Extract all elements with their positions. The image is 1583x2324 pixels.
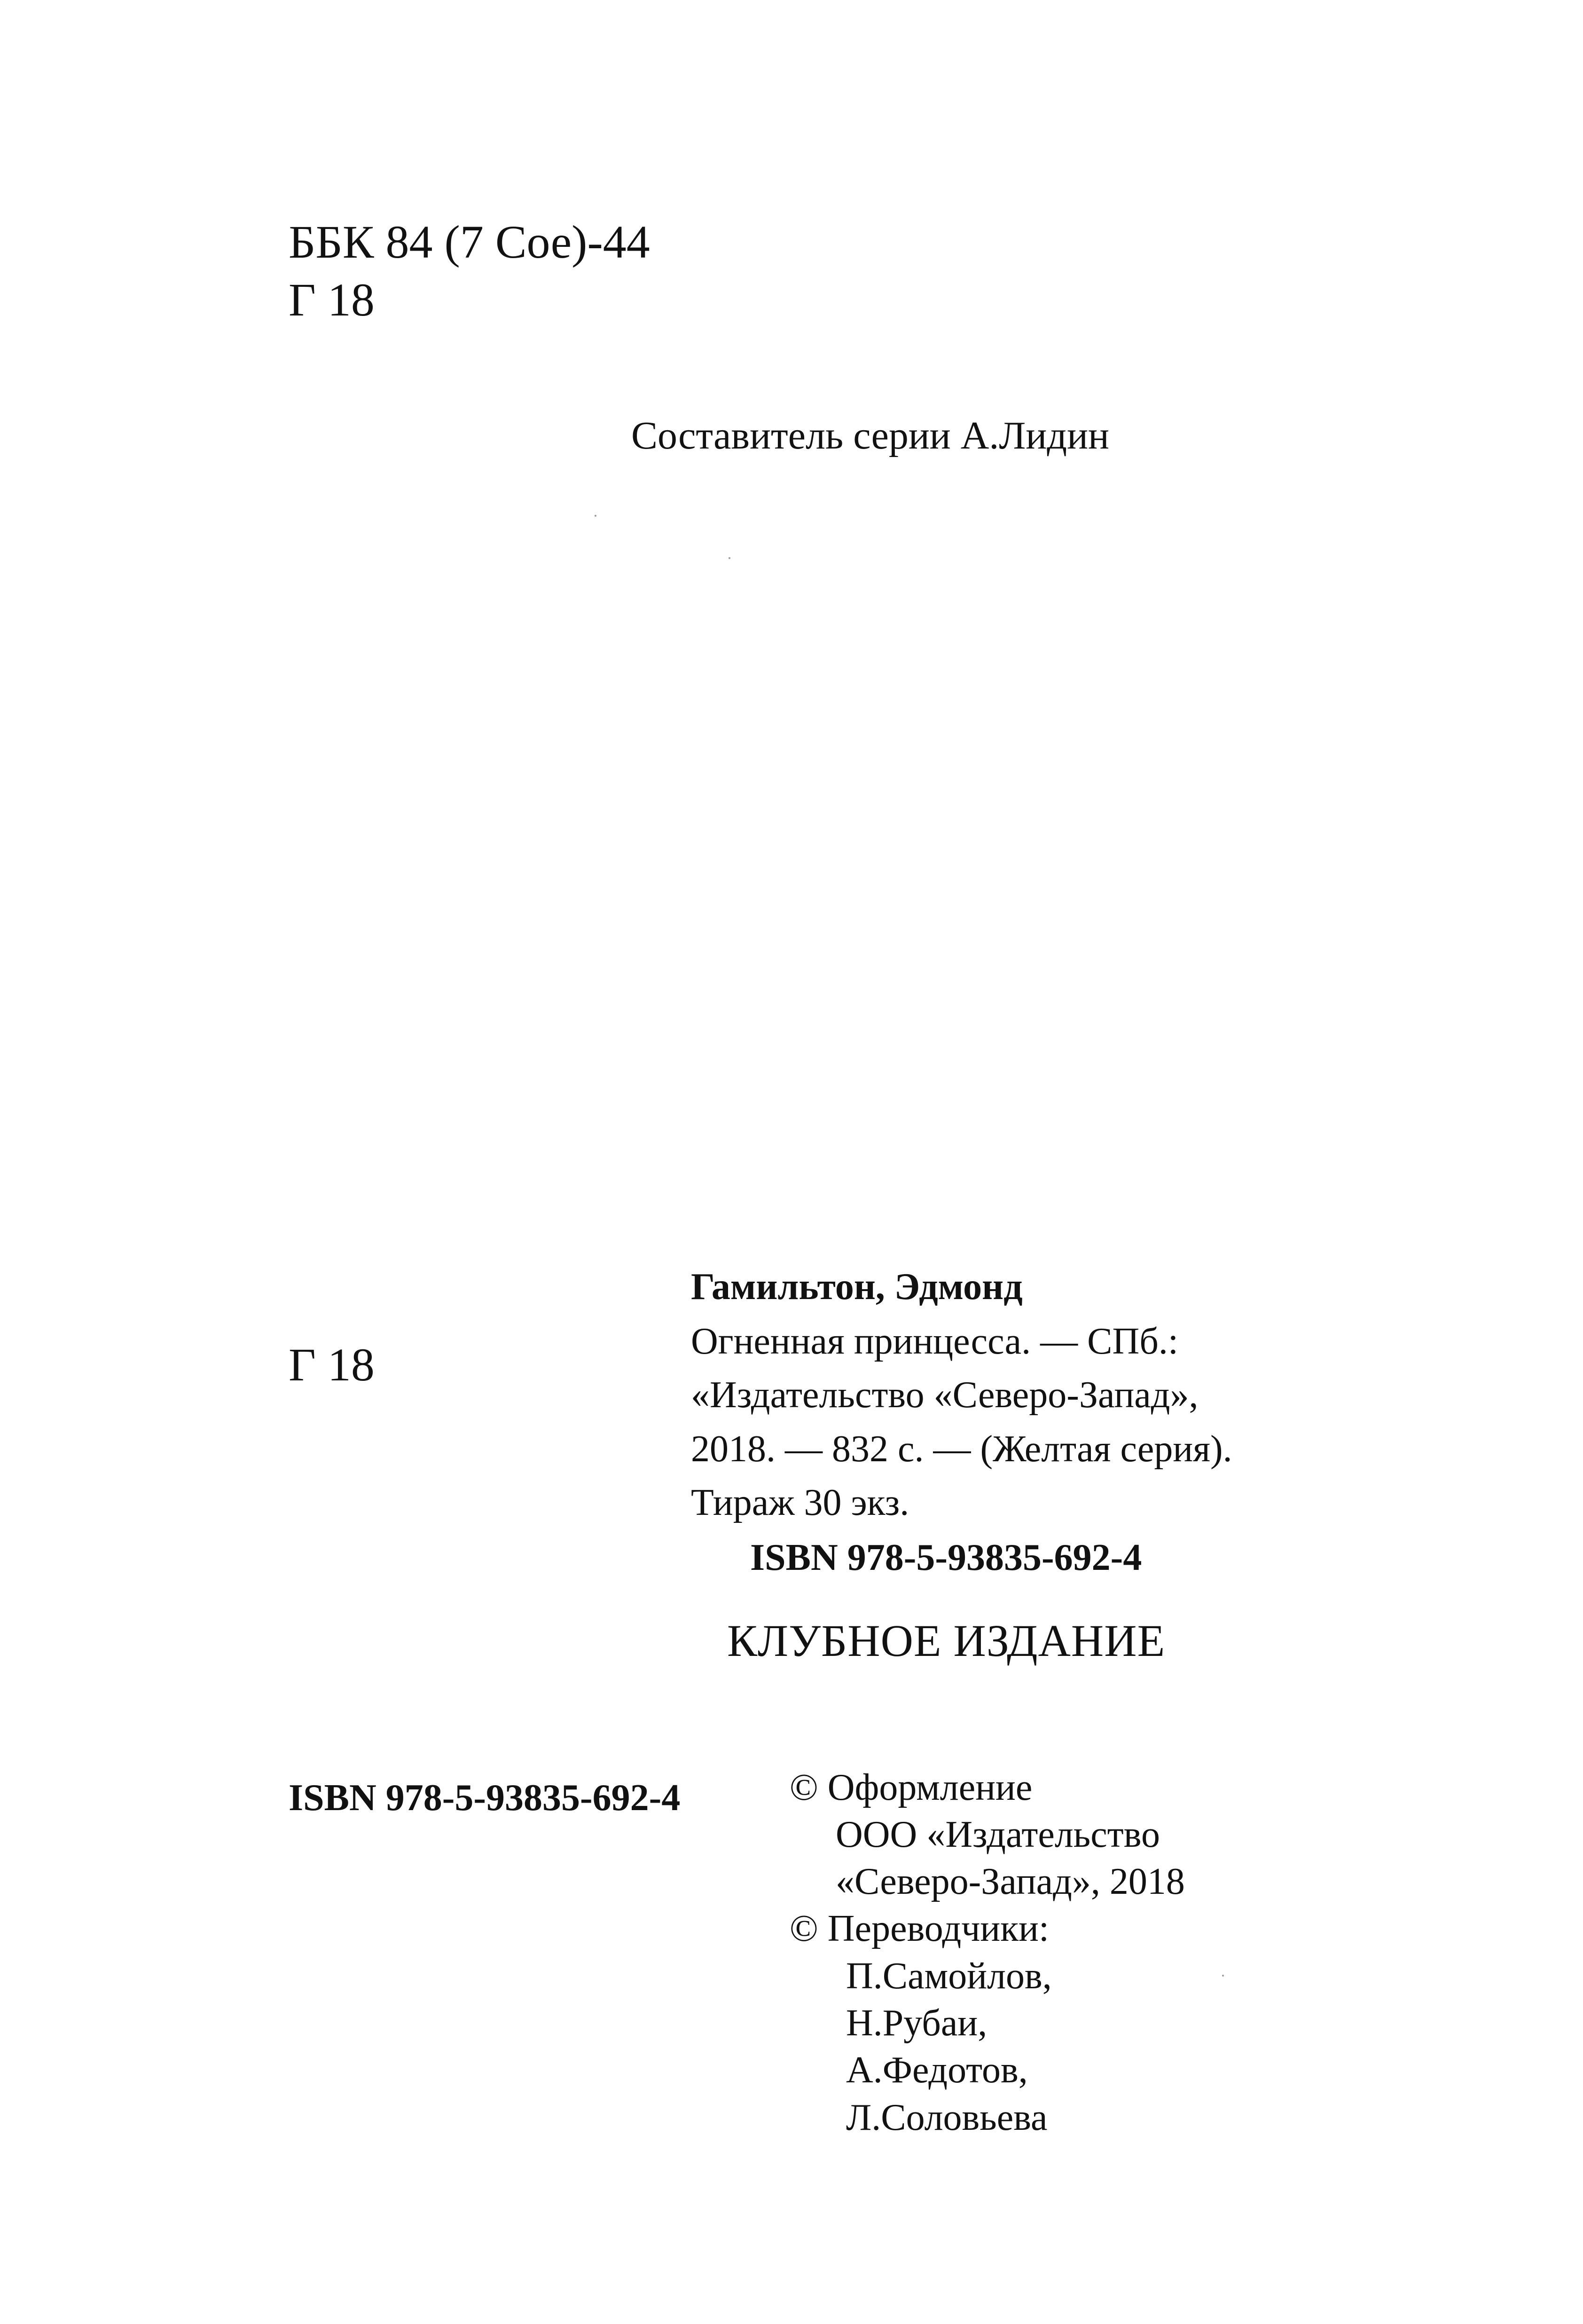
edition-label: КЛУБНОЕ ИЗДАНИЕ	[727, 1615, 1166, 1666]
scan-speck	[1222, 1975, 1224, 1977]
annotation-line: Тираж 30 экз.	[691, 1482, 909, 1523]
scan-speck	[729, 557, 730, 559]
copyright-design-line: «Северо-Запад», 2018	[836, 1861, 1185, 1902]
translator-name: А.Федотов,	[846, 2049, 1028, 2091]
footer-isbn: ISBN 978-5-93835-692-4	[289, 1777, 681, 1819]
annotation-line: Огненная принцесса. — СПб.:	[691, 1321, 1179, 1362]
translator-name: П.Самойлов,	[846, 1955, 1052, 1997]
annotation-isbn: ISBN 978-5-93835-692-4	[750, 1537, 1142, 1578]
bbk-author-mark: Г 18	[289, 274, 375, 326]
annotation-line: 2018. — 832 с. — (Желтая серия).	[691, 1428, 1232, 1470]
copyright-design-heading: © Оформление	[790, 1767, 1033, 1808]
scan-speck	[595, 515, 596, 517]
bbk-code: ББК 84 (7 Сое)-44	[289, 216, 650, 268]
series-compiler: Составитель серии А.Лидин	[631, 414, 1109, 457]
translator-name: Л.Соловьева	[846, 2097, 1048, 2138]
annotation-author-mark: Г 18	[289, 1339, 375, 1391]
copyright-design-line: ООО «Издательство	[836, 1814, 1160, 1855]
translator-name: Н.Рубаи,	[846, 2002, 987, 2044]
annotation-author: Гамильтон, Эдмонд	[691, 1266, 1023, 1308]
copyright-translators-heading: © Переводчики:	[790, 1908, 1050, 1949]
annotation-line: «Издательство «Северо-Запад»,	[691, 1374, 1199, 1416]
